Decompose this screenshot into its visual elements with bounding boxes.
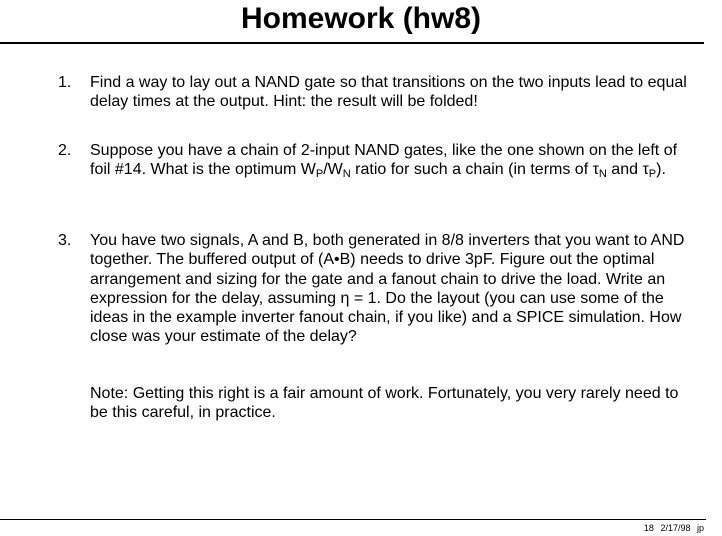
question-text: You have two signals, A and B, both generated in 8/8 inverters that you want to AND together. The buffered output of (A•B) needs to drive 3pF. Figure out the optimal arrangement and sizing for the gate and a fanout chain to drive the load. Write an expression for the delay, assuming η = 1. Do the layout (you can use some of the ideas in the example inverter fanout chain, if you like) and a SPICE simulation. How close was your estimate of the delay?: [90, 232, 685, 346]
subscript: P: [315, 168, 324, 181]
title-divider: [0, 42, 704, 44]
footer-divider: [0, 519, 706, 520]
question-number: 1.: [58, 74, 72, 91]
question-2: [58, 141, 698, 180]
question-text: [90, 141, 698, 180]
footer-initials: jp: [696, 523, 704, 533]
question-text-part: ratio for such a chain (in terms of τ: [350, 161, 599, 179]
note-paragraph: Note: Getting this right is a fair amount of work. Fortunately, you very rarely need to be this careful, in practice.: [90, 385, 679, 422]
question-text-part: ).: [656, 161, 666, 179]
question-number: 3.: [58, 232, 72, 249]
subscript: P: [648, 168, 657, 181]
subscript: N: [598, 168, 607, 181]
page-number: 18: [643, 523, 654, 533]
question-number: 2.: [58, 142, 72, 159]
subscript: N: [342, 168, 351, 181]
question-text: Find a way to lay out a NAND gate so that transitions on the two inputs lead to equal delay times at the output. Hint: the result will be folded!: [90, 74, 687, 111]
question-text-part: and τ: [606, 161, 649, 179]
footer: [640, 522, 704, 534]
question-text-part: /W: [323, 161, 343, 179]
page-title: Homework (hw8): [240, 2, 482, 35]
question-text-part: Suppose you have a chain of 2-input NAND gates, like the one shown on the left of foil #14. What is the optimum W: [90, 142, 678, 179]
question-3: [58, 231, 698, 347]
footer-date: 2/17/98: [660, 523, 691, 533]
question-1: [58, 73, 698, 112]
